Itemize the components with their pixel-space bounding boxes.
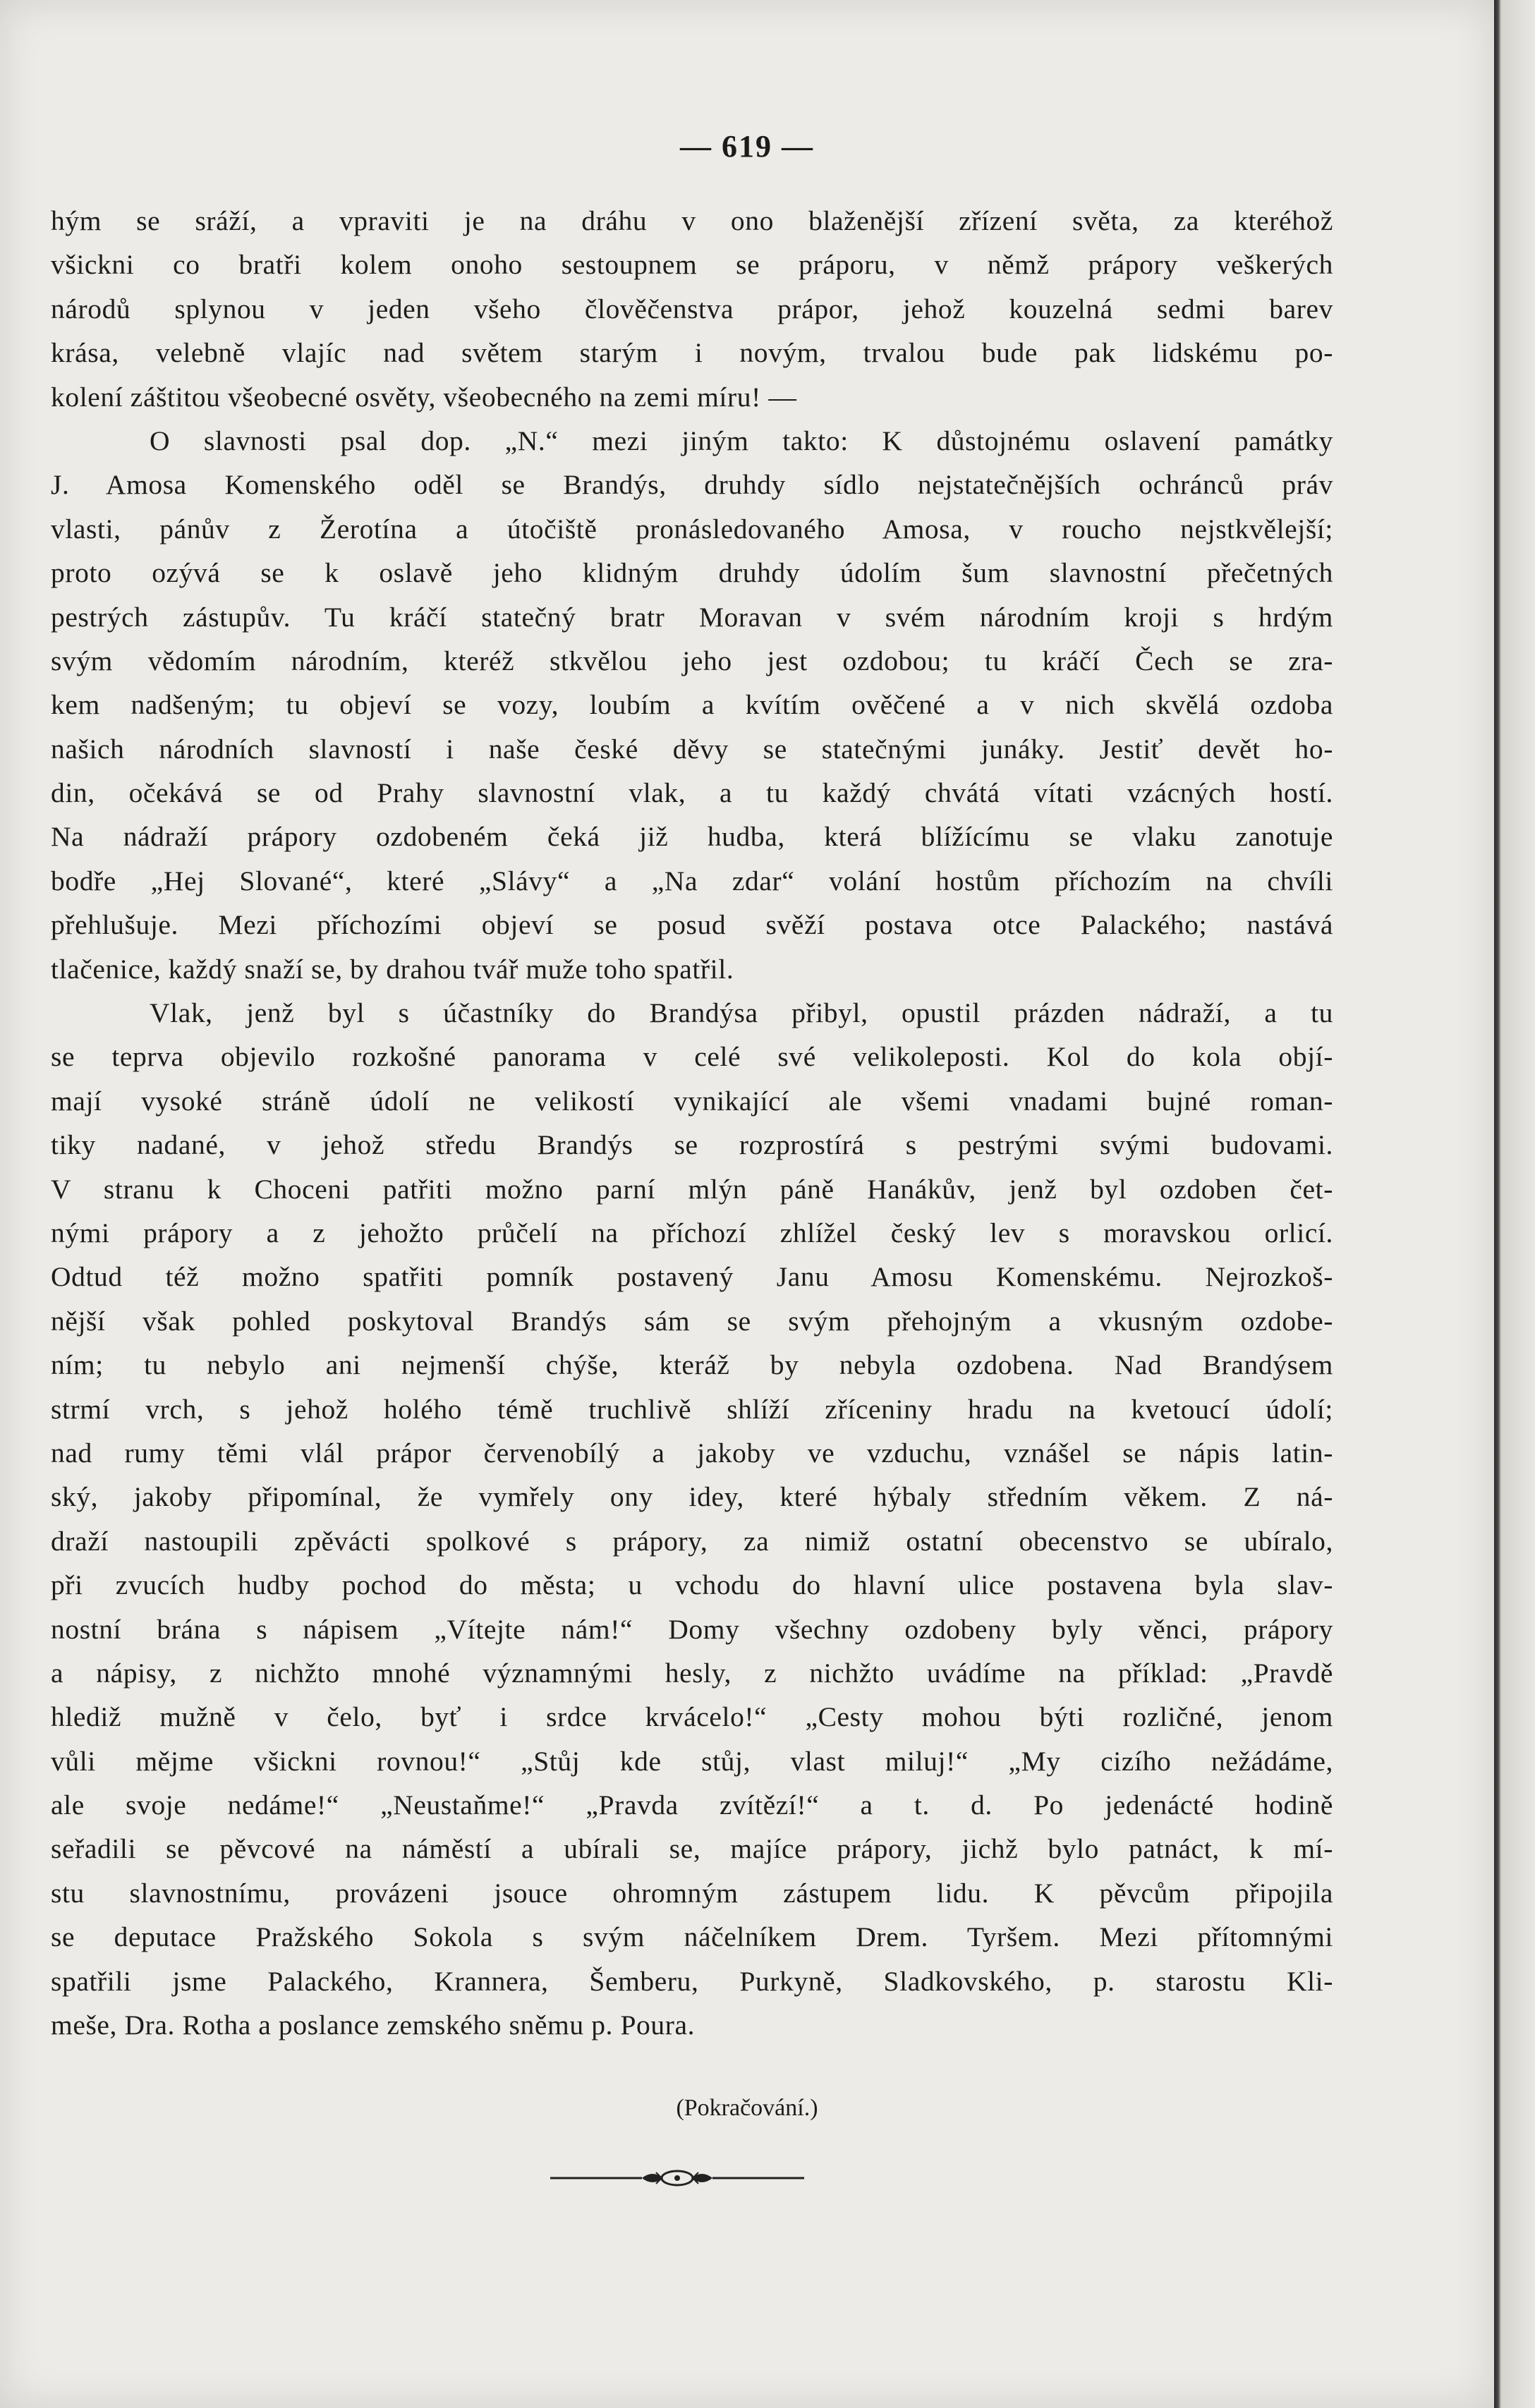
text-line: spatřili jsme Palackého, Krannera, Šemberu, Purkyně, Sladkovského, p. starostu Kli- [51,1965,1333,1997]
text-line: pestrých zástupův. Tu kráčí statečný bratr Moravan v svém národním kroji s hrdým [51,601,1333,633]
text-line: mají vysoké stráně údolí ne velikostí vynikající ale všemi vnadami bujné roman- [51,1085,1333,1117]
decorative-divider-icon [550,2164,804,2192]
text-line: se teprva objevilo rozkošné panorama v celé své velikoleposti. Kol do kola objí- [51,1041,1333,1073]
text-line: ním; tu nebylo ani nejmenší chýše, kteráž by nebyla ozdobena. Nad Brandýsem [51,1349,1333,1381]
text-line: krása, velebně vlajíc nad světem starým i novým, trvalou bude pak lidskému po- [51,337,1333,369]
text-line: strmí vrch, s jehož holého témě truchlivě shlíží zříceniny hradu na kvetoucí údolí; [51,1393,1333,1425]
text-line: našich národních slavností i naše české děvy se statečnými junáky. Jestiť devět ho- [51,733,1333,765]
text-line: stu slavnostnímu, provázeni jsouce ohromným zástupem lidu. K pěvcům připojila [51,1877,1333,1909]
text-line: O slavnosti psal dop. „N.“ mezi jiným takto: K důstojnému oslavení památky [150,425,1333,456]
text-line: národů splynou v jeden všeho člověčenstva prápor, jehož kouzelná sedmi barev [51,293,1333,324]
text-line: J. Amosa Komenského oděl se Brandýs, druhdy sídlo nejstatečnějších ochránců práv [51,469,1333,501]
text-line: se deputace Pražského Sokola s svým náčelníkem Drem. Tyršem. Mezi přítomnými [51,1921,1333,1953]
text-line: při zvucích hudby pochod do města; u vchodu do hlavní ulice postavena byla slav- [51,1569,1333,1601]
text-line: tiky nadané, v jehož středu Brandýs se rozprostírá s pestrými svými budovami. [51,1129,1333,1161]
article-body [51,199,1333,2047]
text-line: nější však pohled poskytoval Brandýs sám se svým přehojným a vkusným ozdobe- [51,1305,1333,1337]
text-line: nostní brána s nápisem „Vítejte nám!“ Domy všechny ozdobeny byly věnci, prápory [51,1613,1333,1645]
text-line: přehlušuje. Mezi příchozími objeví se posud svěží postava otce Palackého; nastává [51,909,1333,941]
text-line: V stranu k Choceni patřiti možno parní mlýn páně Hanákův, jenž byl ozdoben čet- [51,1173,1333,1205]
text-line: proto ozývá se k oslavě jeho klidným druhdy údolím šum slavnostní přečetných [51,557,1333,589]
text-line: svým vědomím národním, kteréž stkvělou jeho jest ozdobou; tu kráčí Čech se zra- [51,645,1333,676]
text-line: nad rumy těmi vlál prápor červenobílý a jakoby ve vzduchu, vznášel se nápis latin- [51,1437,1333,1468]
text-line: vlasti, pánův z Žerotína a útočiště pronásledovaného Amosa, v roucho nejstkvělejší; [51,513,1333,545]
text-line: kolení záštitou všeobecné osvěty, všeobecného na zemi míru! — [51,381,797,413]
text-line: Odtud též možno spatřiti pomník postavený Janu Amosu Komenskému. Nejrozkoš- [51,1261,1333,1293]
text-line: ský, jakoby připomínal, že vymřely ony idey, které hýbaly středním věkem. Z ná- [51,1481,1333,1513]
text-line: kem nadšeným; tu objeví se vozy, loubím a kvítím ověčené a v nich skvělá ozdoba [51,689,1333,721]
text-line: hým se sráží, a vpraviti je na dráhu v ono blaženější zřízení světa, za kteréhož [51,205,1333,236]
text-line: všickni co bratři kolem onoho sestoupnem se práporu, v němž prápory veškerých [51,249,1333,281]
text-line: Na nádraží prápory ozdobeném čeká již hudba, která blížícímu se vlaku zanotuje [51,821,1333,853]
text-line: draží nastoupili zpěvácti spolkové s prápory, za nimiž ostatní obecenstvo se ubíralo, [51,1525,1333,1557]
text-line: a nápisy, z nichžto mnohé významnými hesly, z nichžto uvádíme na příklad: „Pravdě [51,1657,1333,1689]
text-line: tlačenice, každý snaží se, by drahou tvář muže toho spatřil. [51,953,734,985]
text-line: seřadili se pěvcové na náměstí a ubírali se, majíce prápory, jichž bylo patnáct, k mí- [51,1833,1333,1865]
text-line: vůli mějme všickni rovnou!“ „Stůj kde stůj, vlast miluj!“ „My cizího nežádáme, [51,1745,1333,1777]
text-line: meše, Dra. Rotha a poslance zemského sněmu p. Poura. [51,2009,696,2041]
page-number: — 619 — [680,129,814,164]
text-line: Vlak, jenž byl s účastníky do Brandýsa přibyl, opustil prázden nádraží, a tu [150,997,1333,1029]
text-line: bodře „Hej Slované“, které „Slávy“ a „Na zdar“ volání hostům příchozím na chvíli [51,865,1333,896]
book-binding-edge [1494,0,1535,2408]
text-line: nými prápory a z jehožto průčelí na příchozí zhlížel český lev s moravskou orlicí. [51,1217,1333,1248]
text-line: hlediž mužně v čelo, byť i srdce krvácelo!“ „Cesty mohou býti rozličné, jenom [51,1701,1333,1733]
continued-note: (Pokračování.) [676,2095,818,2121]
text-line: ale svoje nedáme!“ „Neustaňme!“ „Pravda zvítězí!“ a t. d. Po jedenácté hodině [51,1789,1333,1821]
text-line: din, očekává se od Prahy slavnostní vlak, a tu každý chvátá vítati vzácných hostí. [51,777,1333,809]
